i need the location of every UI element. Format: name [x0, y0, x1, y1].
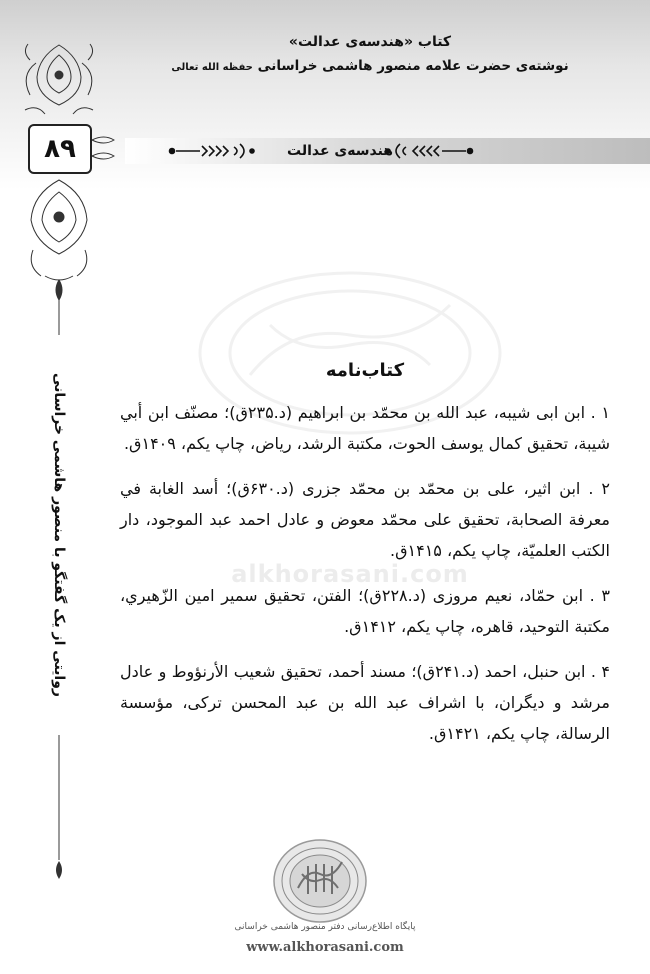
- bibliography-entry: ۳ . ابن حمّاد، نعیم مروزی (د.۲۲۸ق)؛ الفتن، تحقیق سمیر امین الزّهيري، مكتبة التوحيد، قاهره، چاپ یکم، ۱۴۱۲ق.: [120, 586, 610, 636]
- vertical-side-title: روایتی از یک گفتگو با منصور هاشمی خراسانی: [51, 373, 67, 697]
- footer-url: www.alkhorasani.com: [246, 940, 404, 955]
- honorific: حفظه الله تعالی: [171, 62, 253, 73]
- bibliography-entry: ۲ . ابن اثیر، علی بن محمّد بن محمّد جزری (د.۶۳۰ق)؛ أسد الغابة في معرفة الصحابة، تحقیق علی محمّد معوض و عادل احمد عبد الموجود، دار الکتب العلميّة، چاپ یکم، ۱۴۱۵ق.: [120, 479, 610, 560]
- running-title: هندسه‌ی عدالت: [287, 143, 393, 159]
- watermark-text: alkhorasani.com: [231, 560, 469, 588]
- bibliography-entry: ۱ . ابن ابی شیبه، عبد الله بن محمّد بن ابراهیم (د.۲۳۵ق)؛ مصنّف ابن أبي شيبة، تحقیق کمال یوسف الحوت، مكتبة الرشد، ریاض، چاپ یکم، ۱۴۰۹ق.: [120, 403, 611, 453]
- book-title: کتاب «هندسه‌ی عدالت»: [288, 34, 452, 50]
- bibliography-entry: ۴ . ابن حنبل، احمد (د.۲۴۱ق)؛ مسند أحمد، تحقیق شعيب الأرنؤوط و عادل مرشد و دیگران، با اشراف عبد الله بن عبد المحسن ترکی، مؤسسة الرسالة، چاپ یکم، ۱۴۲۱ق.: [120, 662, 610, 743]
- author-line: نوشته‌ی حضرت علامه منصور هاشمی خراسانی: [257, 58, 569, 74]
- footer-seal-icon: [272, 838, 368, 924]
- bibliography-heading: کتاب‌نامه: [325, 360, 405, 381]
- page-number: ۸۹: [44, 134, 76, 164]
- bibliography: [120, 360, 610, 763]
- footer-caption: پایگاه اطلاع‌رسانی دفتر منصور هاشمی خراسانی: [234, 922, 416, 932]
